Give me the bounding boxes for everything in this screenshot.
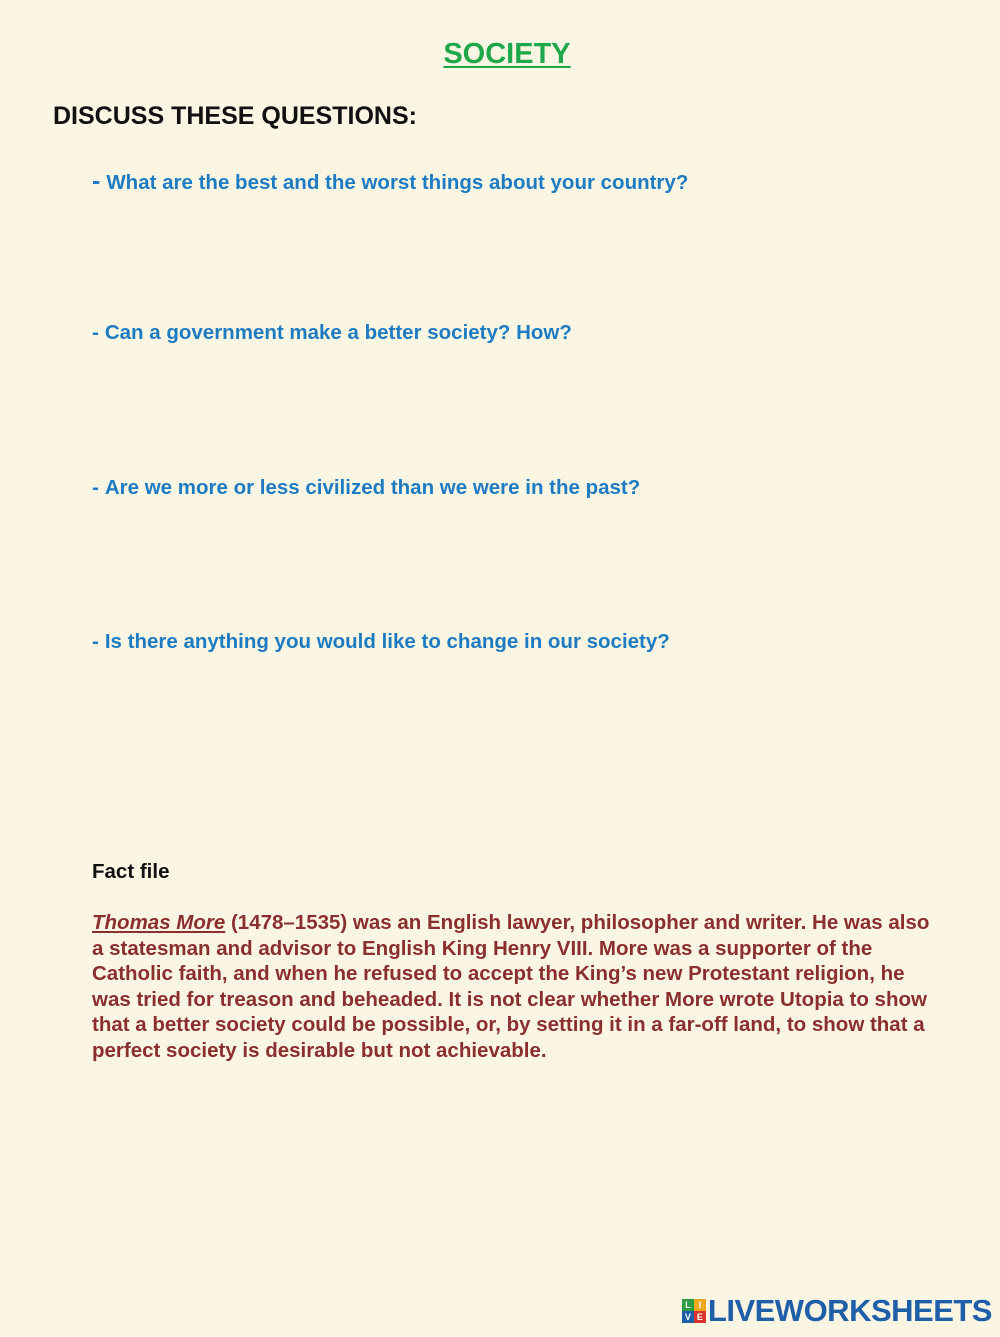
question-dash: - <box>92 476 99 499</box>
fact-file-text <box>92 910 932 1064</box>
fact-file-name-link[interactable]: Thomas More <box>92 911 226 934</box>
question-text: What are the best and the worst things about your country? <box>106 171 689 194</box>
question-item <box>92 476 640 500</box>
question-dash: - <box>92 167 101 195</box>
logo-mark-letter: V <box>682 1311 694 1323</box>
logo-mark-letter: E <box>694 1311 706 1323</box>
question-text: Are we more or less civilized than we were in the past? <box>104 476 641 499</box>
fact-file-body: (1478–1535) was an English lawyer, philosopher and writer. He was also a statesman and advisor to English King Henry VIII. More was a supporter of the Catholic faith, and when he refused to accept the King’s new Protestant religion, he was tried for treason and beheaded. It is not clear whether More wrote Utopia to show that a better society could be possible, or, by setting it in a far-off land, to show that a perfect society is desirable but not achievable. <box>92 911 930 1062</box>
question-text: Is there anything you would like to change in our society? <box>104 630 670 653</box>
question-dash: - <box>92 321 99 344</box>
logo-mark-letter: L <box>682 1299 694 1311</box>
page-title: SOCIETY <box>443 38 571 70</box>
question-item <box>92 167 688 196</box>
fact-file-label: Fact file <box>92 860 170 883</box>
liveworksheets-logo <box>682 1293 992 1329</box>
question-text: Can a government make a better society? How? <box>104 321 572 344</box>
question-dash: - <box>92 630 99 653</box>
question-item <box>92 321 572 345</box>
logo-mark-letter: I <box>694 1299 706 1311</box>
logo-text: LIVEWORKSHEETS <box>707 1293 992 1328</box>
logo-mark-icon <box>682 1299 706 1323</box>
section-heading: DISCUSS THESE QUESTIONS: <box>53 102 417 130</box>
question-item <box>92 630 670 654</box>
